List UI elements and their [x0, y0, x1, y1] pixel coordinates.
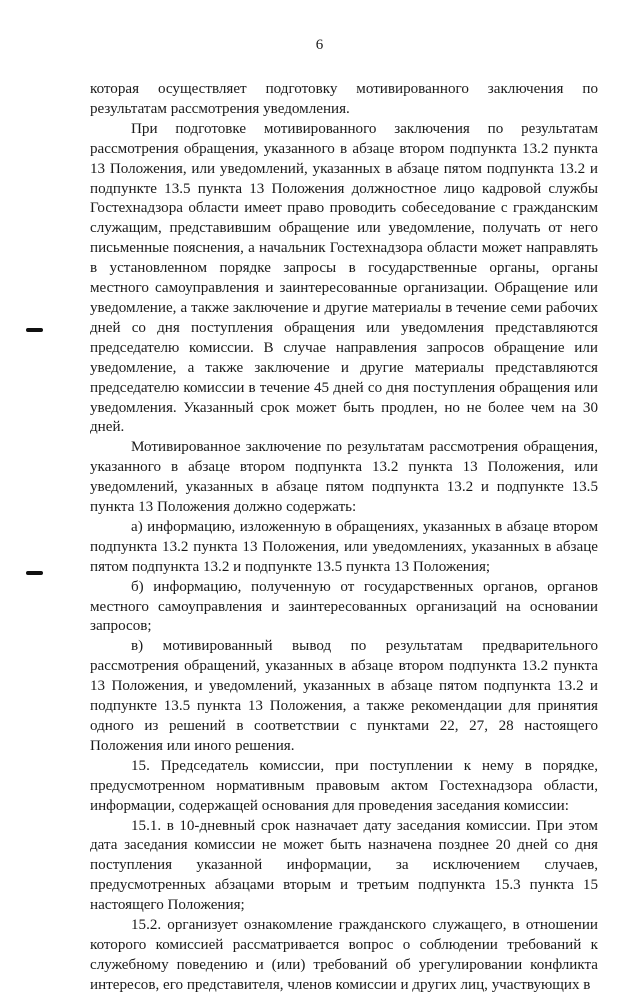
paragraph-conclusion-contents: Мотивированное заключение по результатам рассмотрения обращения, указанного в абзаце втором подпункта 13.2 пункта 13 Положения, или уведомлений, указанных в абзаце пятом подпункта 13.2 и подпункте 13.5 пункта 13 Положения должно содержать:: [90, 439, 598, 516]
paragraph-15-1: 15.1. в 10-дневный срок назначает дату заседания комиссии. При этом дата заседания комиссии не может быть назначена позднее 20 дней со дня поступления указанной информации, за исключением случаев, предусмотренных абзацами вторым и третьим подпункта 15.3 пункта 15 настоящего Положения;: [90, 817, 598, 914]
paragraph-continuation: которая осуществляет подготовку мотивированного заключения по результатам рассмотрения уведомления.: [90, 81, 598, 117]
paragraph-15-2: 15.2. организует ознакомление гражданского служащего, в отношении которого комиссией рассматривается вопрос о соблюдении требований к служебному поведению и (или) требований об урегулировании конфликта интересов, его представителя, членов комиссии и других лиц, участвующих в: [90, 917, 598, 993]
paragraph-preparation-of-conclusion: При подготовке мотивированного заключения по результатам рассмотрения обращения, указанного в абзаце втором подпункта 13.2 пункта 13 Положения, или уведомлений, указанных в абзаце пятом подпункта 13.2 и подпункте 13.5 пункта 13 Положения должностное лицо кадровой службы Гостехнадзора области имеет право проводить собеседование с гражданским служащим, представившим обращение или уведомление, получать от него письменные пояснения, а начальник Гостехнадзора области может направлять в установленном порядке запросы в государственные органы, органы местного самоуправления и заинтересованные организации. Обращение или уведомление, а также заключение и другие материалы в течение семи рабочих дней со дня поступления обращения или уведомления представляются председателю комиссии. В случае направления запросов обращение или уведомление, а также заключение и другие материалы представляются председателю комиссии в течение 45 дней со дня поступления обращения или уведомления. Указанный срок может быть продлен, но не более чем на 30 дней.: [90, 120, 598, 436]
paragraph-15: 15. Председатель комиссии, при поступлении к нему в порядке, предусмотренном нормативным правовым актом Гостехнадзора области, информации, содержащей основания для проведения заседания комиссии:: [90, 757, 598, 814]
margin-punch-mark: [26, 328, 43, 332]
list-item-b: б) информацию, полученную от государственных органов, органов местного самоуправления и заинтересованных организаций на основании запросов;: [90, 578, 598, 635]
margin-punch-mark: [26, 571, 43, 575]
document-body: [90, 80, 598, 996]
list-item-v: в) мотивированный вывод по результатам предварительного рассмотрения обращений, указанных в абзаце втором подпункта 13.2 пункта 13 Положения, и уведомлений, указанных в абзаце пятом подпункта 13.2 и подпункте 13.5 пункта 13 Положения, а также рекомендации для принятия одного из решений в соответствии с пунктами 22, 27, 28 настоящего Положения или иного решения.: [90, 638, 598, 754]
page-number: 6: [315, 37, 324, 53]
list-item-a: а) информацию, изложенную в обращениях, указанных в абзаце втором подпункта 13.2 пункта 13 Положения, или уведомлениях, указанных в абзаце пятом подпункта 13.2 и подпункте 13.5 пункта 13 Положения;: [90, 518, 598, 575]
